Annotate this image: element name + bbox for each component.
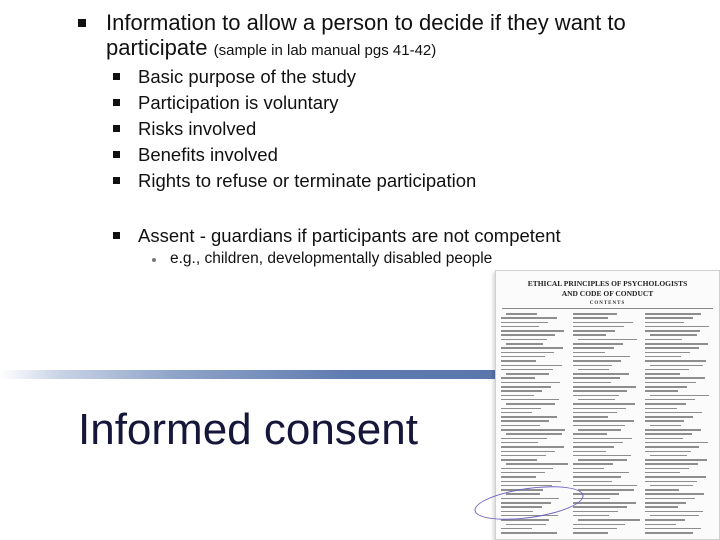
document-text-line: [573, 382, 611, 384]
document-text-line: [573, 485, 637, 487]
document-text-line: [645, 313, 701, 315]
bullet-marker: [78, 19, 86, 27]
document-text-line: [573, 468, 604, 470]
bullet-marker: [113, 99, 120, 106]
document-text-line: [506, 343, 543, 345]
document-text-line: [506, 403, 555, 405]
document-text-line: [645, 382, 696, 384]
document-text-line: [506, 373, 549, 375]
document-text-line: [573, 455, 631, 457]
document-text-line: [573, 420, 634, 422]
document-text-line: [506, 463, 567, 465]
document-text-line: [573, 373, 629, 375]
document-text-line: [650, 365, 702, 367]
document-text-line: [645, 446, 699, 448]
document-text-line: [650, 425, 681, 427]
document-text-line: [645, 356, 681, 358]
document-text-line: [573, 386, 636, 388]
document-title-line2: AND CODE OF CONDUCT: [561, 289, 654, 298]
document-text-line: [573, 412, 617, 414]
document-text-line: [645, 317, 693, 319]
document-text-line: [573, 347, 614, 349]
document-column: [645, 313, 713, 538]
document-text-line: [501, 532, 557, 534]
document-text-line: [578, 369, 609, 371]
document-text-line: [501, 481, 561, 483]
document-text-line: [501, 365, 562, 367]
document-text-line: [645, 506, 678, 508]
bullet-marker: [113, 125, 120, 132]
document-text-line: [645, 390, 678, 392]
document-text-line: [645, 481, 697, 483]
document-text-line: [501, 416, 557, 418]
document-text-line: [573, 360, 621, 362]
document-text-line: [501, 369, 553, 371]
document-text-line: [573, 481, 612, 483]
bullet-marker: [113, 232, 120, 239]
main-bullet-line1: Information to allow a person to decide if they want to: [106, 10, 626, 35]
document-text-line: [501, 451, 555, 453]
document-text-line: [501, 455, 546, 457]
bullet-marker: [113, 177, 120, 184]
document-text-line: [573, 528, 617, 530]
document-column: [573, 313, 641, 538]
document-text-line: [573, 433, 607, 435]
document-text-line: [573, 442, 623, 444]
document-text-line: [650, 455, 687, 457]
document-text-line: [573, 317, 608, 319]
document-text-line: [645, 511, 703, 513]
document-text-line: [573, 408, 626, 410]
bullet-marker: [113, 151, 120, 158]
document-text-line: [645, 403, 686, 405]
document-text-line: [645, 330, 700, 332]
document-text-line: [645, 412, 702, 414]
document-text-line: [573, 313, 617, 315]
document-text-line: [573, 330, 615, 332]
document-text-line: [573, 524, 625, 526]
document-text-line: [573, 343, 623, 345]
document-text-line: [645, 502, 686, 504]
bullet-marker: [113, 73, 120, 80]
document-text-line: [645, 463, 698, 465]
document-text-line: [573, 365, 612, 367]
document-text-line: [501, 326, 539, 328]
document-text-line: [645, 459, 707, 461]
document-text-line: [573, 446, 614, 448]
document-text-line: [645, 519, 685, 521]
document-text-line: [650, 515, 699, 517]
document-text-line: [645, 408, 677, 410]
document-text-line: [573, 463, 613, 465]
document-text-line: [501, 442, 538, 444]
document-title: [496, 279, 719, 299]
document-text-line: [501, 322, 548, 324]
document-text-line: [645, 399, 695, 401]
document-text-line: [501, 399, 559, 401]
document-text-line: [501, 446, 564, 448]
sub-bullet-item: Risks involved: [138, 118, 257, 139]
document-text-line: [501, 412, 532, 414]
document-text-line: [573, 334, 606, 336]
document-text-line: [645, 429, 701, 431]
document-title-line1: ETHICAL PRINCIPLES OF PSYCHOLOGISTS: [527, 279, 688, 288]
document-text-line: [501, 347, 563, 349]
sub-bullet-item: Rights to refuse or terminate participation: [138, 170, 477, 191]
document-text-line: [501, 317, 557, 319]
document-text-line: [573, 438, 632, 440]
document-text-line: [573, 502, 636, 504]
sub-bullet-item: Participation is voluntary: [138, 92, 339, 113]
document-text-line: [501, 425, 540, 427]
document-text-line: [573, 326, 624, 328]
document-text-line: [645, 339, 682, 341]
document-text-line: [501, 356, 545, 358]
document-text-line: [645, 377, 705, 379]
document-text-line: [573, 451, 606, 453]
document-text-line: [645, 438, 683, 440]
document-text-line: [645, 343, 708, 345]
document-text-line: [501, 377, 535, 379]
document-text-line: [506, 313, 537, 315]
document-text-line: [501, 334, 555, 336]
document-text-line: [573, 390, 627, 392]
document-text-line: [506, 433, 561, 435]
document-text-line: [573, 506, 627, 508]
document-text-line: [645, 347, 699, 349]
document-text-line: [501, 408, 541, 410]
document-text-line: [501, 386, 551, 388]
document-text-line: [645, 369, 689, 371]
document-text-line: [645, 352, 690, 354]
document-text-line: [501, 395, 534, 397]
document-text-line: [573, 476, 621, 478]
document-text-line: [645, 532, 693, 534]
main-bullet-line2-text: participate: [106, 35, 208, 60]
document-text-line: [645, 416, 693, 418]
sub-bullet-item: Basic purpose of the study: [138, 66, 357, 87]
document-text-line: [573, 322, 633, 324]
slide-subtitle: Informed consent: [78, 405, 418, 454]
document-text-line: [501, 382, 560, 384]
document-text-line: [645, 420, 684, 422]
document-text-line: [645, 476, 706, 478]
document-text-line: [645, 360, 706, 362]
document-text-line: [501, 352, 554, 354]
document-text-line: [578, 339, 636, 341]
document-text-line: [645, 326, 709, 328]
document-text-line: [573, 472, 629, 474]
document-text-line: [645, 528, 701, 530]
document-text-line: [501, 459, 537, 461]
lab-manual-note: (sample in lab manual pgs 41-42): [213, 42, 437, 59]
main-bullet-text: [106, 10, 626, 63]
document-rule: [502, 308, 713, 309]
document-text-line: [645, 386, 687, 388]
document-text-line: [501, 330, 564, 332]
document-text-line: [501, 390, 542, 392]
document-text-line: [573, 416, 608, 418]
document-text-line: [645, 451, 691, 453]
document-text-line: [650, 334, 696, 336]
document-text-line: [573, 352, 605, 354]
document-text-line: [645, 493, 704, 495]
main-bullet-line2: [106, 35, 626, 63]
document-text-line: [645, 524, 676, 526]
document-text-line: [501, 429, 565, 431]
document-contents-heading: CONTENTS: [589, 301, 626, 306]
sub-bullet-item: Benefits involved: [138, 144, 278, 165]
document-text-line: [578, 429, 621, 431]
document-text-line: [578, 489, 633, 491]
document-text-line: [501, 420, 549, 422]
document-text-line: [501, 472, 545, 474]
document-text-line: [501, 528, 532, 530]
document-text-line: [645, 442, 708, 444]
document-text-line: [573, 511, 618, 513]
document-text-line: [645, 433, 692, 435]
dot-bullet-marker: [152, 258, 156, 262]
document-text-line: [573, 395, 619, 397]
document-text-line: [650, 395, 708, 397]
document-text-line: [578, 399, 615, 401]
document-text-line: [573, 425, 625, 427]
document-text-line: [501, 339, 547, 341]
document-text-line: [645, 498, 695, 500]
document-text-line: [650, 485, 693, 487]
document-text-line: [501, 476, 536, 478]
document-text-line: [573, 377, 620, 379]
assent-example: e.g., children, developmentally disabled people: [170, 250, 493, 267]
document-text-line: [501, 468, 553, 470]
document-text-line: [573, 356, 630, 358]
document-text-line: [645, 468, 689, 470]
document-text-line: [645, 373, 680, 375]
document-text-line: [645, 472, 680, 474]
document-text-line: [573, 403, 635, 405]
document-text-line: [501, 438, 547, 440]
document-text-line: [573, 532, 608, 534]
document-text-line: [506, 524, 545, 526]
assent-bullet: Assent - guardians if participants are not competent: [138, 225, 561, 246]
document-text-line: [501, 360, 536, 362]
document-text-line: [573, 515, 609, 517]
document-text-line: [645, 322, 684, 324]
title-accent-bar: [0, 370, 498, 379]
document-text-line: [578, 519, 639, 521]
document-text-line: [645, 489, 679, 491]
document-text-line: [578, 459, 627, 461]
